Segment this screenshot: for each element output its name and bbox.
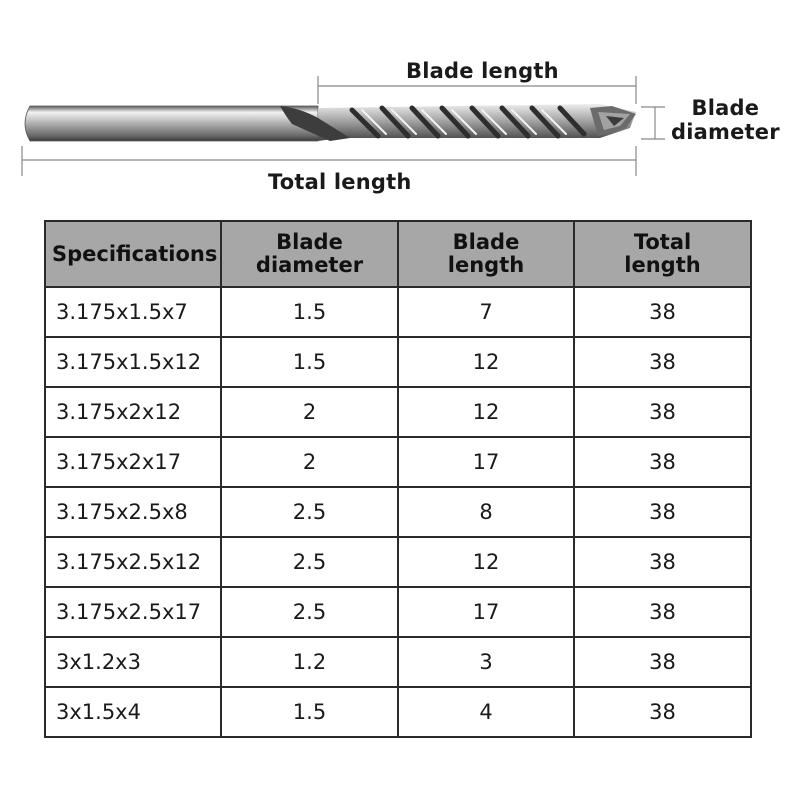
blade-diameter-label (671, 96, 780, 144)
table-header-row (45, 221, 751, 287)
header-specifications: Specifications (45, 221, 221, 287)
drill-bit-diagram (0, 0, 800, 210)
cell-spec: 3.175x1.5x7 (45, 287, 221, 337)
cell-spec: 3.175x2.5x8 (45, 487, 221, 537)
cell-diameter: 1.5 (221, 687, 398, 737)
cell-blade-length: 12 (398, 387, 574, 437)
header-blade-length-line1: Blade (452, 230, 520, 254)
cell-spec: 3.175x2.5x12 (45, 537, 221, 587)
cell-blade-length: 12 (398, 337, 574, 387)
cell-blade-length: 7 (398, 287, 574, 337)
blade-diameter-label-line2: diameter (671, 120, 780, 144)
cell-blade-length: 12 (398, 537, 574, 587)
total-length-label: Total length (268, 170, 412, 194)
cell-spec: 3.175x1.5x12 (45, 337, 221, 387)
table-row (45, 537, 751, 587)
header-blade-diameter (221, 221, 398, 287)
header-total-length-line1: Total (633, 230, 692, 254)
cell-blade-length: 8 (398, 487, 574, 537)
cell-spec: 3x1.5x4 (45, 687, 221, 737)
blade-length-label: Blade length (406, 59, 559, 83)
header-blade-length (398, 221, 574, 287)
cell-spec: 3.175x2x12 (45, 387, 221, 437)
cell-diameter: 2 (221, 387, 398, 437)
cell-total-length: 38 (574, 337, 751, 387)
cell-total-length: 38 (574, 287, 751, 337)
drill-blade (280, 104, 636, 141)
cell-blade-length: 4 (398, 687, 574, 737)
header-blade-length-line2: length (447, 253, 525, 277)
cell-total-length: 38 (574, 487, 751, 537)
cell-total-length: 38 (574, 687, 751, 737)
blade-diameter-dimension (641, 107, 665, 139)
cell-diameter: 1.5 (221, 287, 398, 337)
header-blade-diameter-line2: diameter (255, 253, 364, 277)
cell-total-length: 38 (574, 537, 751, 587)
table-row (45, 637, 751, 687)
table-row (45, 337, 751, 387)
table-row (45, 587, 751, 637)
table-row (45, 287, 751, 337)
cell-blade-length: 3 (398, 637, 574, 687)
cell-blade-length: 17 (398, 437, 574, 487)
cell-diameter: 2.5 (221, 537, 398, 587)
blade-diameter-label-line1: Blade (691, 96, 760, 120)
cell-spec: 3.175x2x17 (45, 437, 221, 487)
header-blade-diameter-line1: Blade (276, 230, 343, 254)
table-row (45, 387, 751, 437)
table-row (45, 437, 751, 487)
cell-spec: 3.175x2.5x17 (45, 587, 221, 637)
cell-diameter: 1.2 (221, 637, 398, 687)
cell-diameter: 2.5 (221, 487, 398, 537)
cell-total-length: 38 (574, 437, 751, 487)
cell-diameter: 2.5 (221, 587, 398, 637)
cell-spec: 3x1.2x3 (45, 637, 221, 687)
cell-total-length: 38 (574, 587, 751, 637)
table-row (45, 687, 751, 737)
cell-diameter: 2 (221, 437, 398, 487)
cell-total-length: 38 (574, 637, 751, 687)
cell-diameter: 1.5 (221, 337, 398, 387)
cell-total-length: 38 (574, 387, 751, 437)
specifications-table (44, 220, 752, 738)
table-row (45, 487, 751, 537)
header-total-length-line2: length (624, 253, 701, 277)
cell-blade-length: 17 (398, 587, 574, 637)
drill-shank (25, 106, 318, 141)
header-total-length (574, 221, 751, 287)
